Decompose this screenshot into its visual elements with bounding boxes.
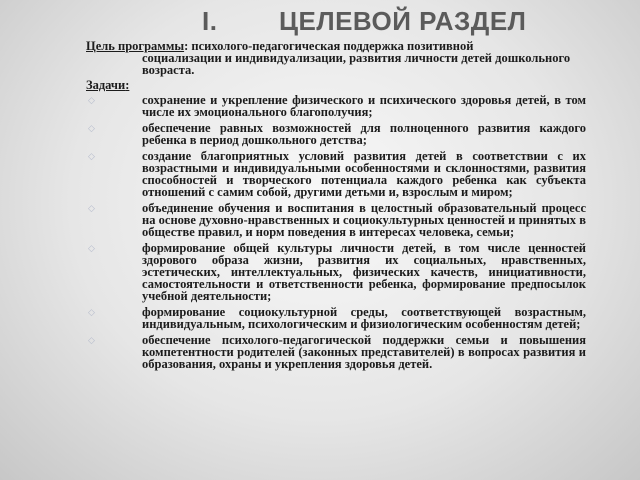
tasks-label: Задачи (86, 78, 126, 92)
diamond-bullet-icon: ◇ (88, 204, 95, 214)
diamond-bullet-icon: ◇ (88, 124, 95, 134)
tasks-heading (86, 79, 129, 92)
list-item (86, 150, 586, 198)
diamond-bullet-icon: ◇ (88, 152, 95, 162)
diamond-bullet-icon: ◇ (88, 308, 95, 318)
section-title (0, 6, 640, 38)
list-item (86, 334, 586, 370)
task-text: обеспечение психолого-педагогической поддержки семьи и повышения компетентности родителей (законных представителей) в вопросах развития и образования, охраны и укрепления здоровья детей. (142, 333, 586, 371)
list-item (86, 242, 586, 302)
program-goal (86, 40, 586, 76)
goal-continuation: социализации и индивидуализации, развития личности детей дошкольного возраста. (142, 51, 571, 77)
task-text: формирование общей культуры личности детей, в том числе ценностей здорового образа жизни, развития их социальных, нравственных, эстетических, интеллектуальных, физических качеств, инициативности, самостоятельности и ответственности ребенка, формирование предпосылок учебной деятельности; (142, 241, 586, 303)
section-number: I. (202, 6, 218, 36)
goal-label: Цель программы (86, 39, 185, 53)
list-item (86, 122, 586, 146)
tasks-colon: : (125, 78, 130, 92)
tasks-list (86, 94, 586, 374)
task-text: сохранение и укрепление физического и психического здоровья детей, в том числе их эмоционального благополучия; (142, 93, 586, 119)
diamond-bullet-icon: ◇ (88, 336, 95, 346)
section-title-text: ЦЕЛЕВОЙ РАЗДЕЛ (279, 6, 527, 36)
list-item (86, 306, 586, 330)
goal-text: : психолого-педагогическая поддержка позитивной (184, 39, 474, 53)
task-text: формирование социокультурной среды, соответствующей возрастным, индивидуальным, психологическим и физиологическим особенностям детей; (142, 305, 586, 331)
list-item (86, 202, 586, 238)
task-text: создание благоприятных условий развития детей в соответствии с их возрастными и индивидуальными особенностями и склонностями, развития способностей и творческого потенциала каждого ребенка как субъекта отношений с самим собой, другими детьми и, взрослым и миром; (142, 149, 586, 199)
diamond-bullet-icon: ◇ (88, 96, 95, 106)
task-text: обеспечение равных возможностей для полноценного развития каждого ребенка в период дошкольного детства; (142, 121, 586, 147)
diamond-bullet-icon: ◇ (88, 244, 95, 254)
task-text: объединение обучения и воспитания в целостный образовательный процесс на основе духовно-нравственных и социокультурных ценностей и принятых в обществе правил, и норм поведения в интересах человека, семьи; (142, 201, 586, 239)
list-item (86, 94, 586, 118)
